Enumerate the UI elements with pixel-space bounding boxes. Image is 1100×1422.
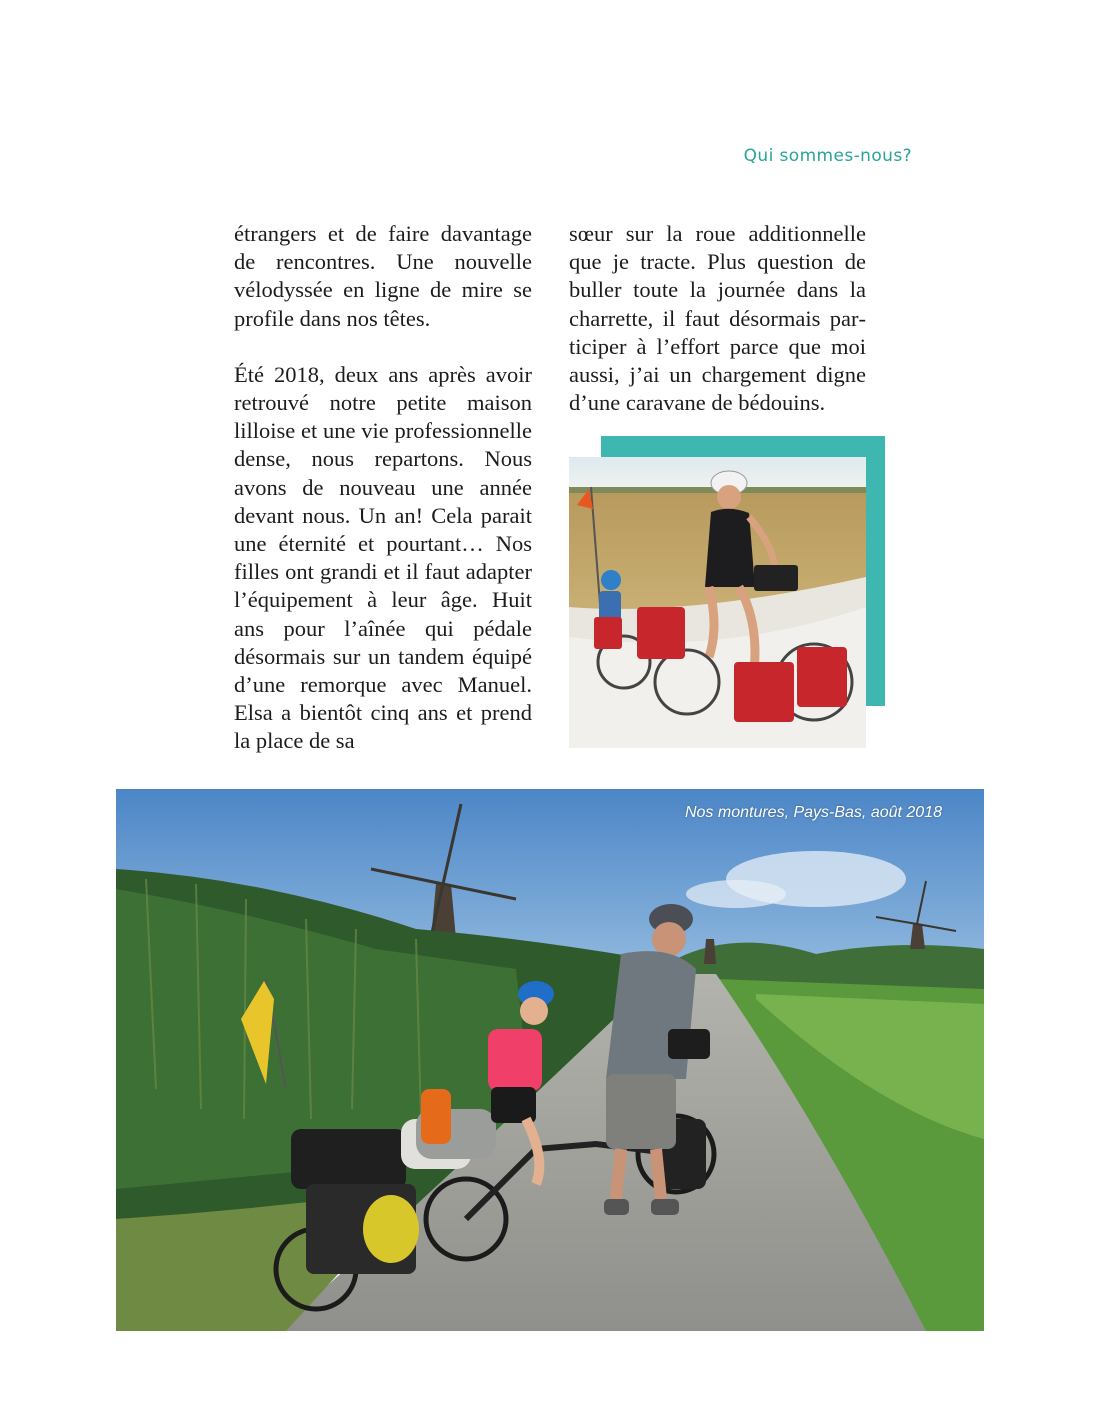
text-column-right bbox=[569, 220, 866, 417]
photo-image bbox=[569, 457, 866, 748]
photo-cycling-mother-child bbox=[569, 436, 885, 748]
running-title: Qui sommes-nous? bbox=[743, 146, 912, 166]
photo-windmills-bikes bbox=[116, 789, 984, 1331]
photo-caption: Nos montures, Pays-Bas, août 2018 bbox=[684, 804, 942, 821]
text-column-left bbox=[234, 220, 532, 756]
paragraph: sœur sur la roue additionnelle que je tracte. Plus question de buller toute la journée dans la charrette, il faut désormais participer à l’effort parce que moi aussi, j’ai un chargement digne d’une caravane de bédouins. bbox=[569, 221, 866, 416]
paragraph: Été 2018, deux ans après avoir retrouvé notre petite maison lilloise et une vie professionnelle dense, nous repartons. Nous avons de nouveau une année devant nous. Un an! Cela parait une éternité et pourtant… Nos filles ont grandi et il faut adapter l’équipement à leur âge. Huit ans pour l’aînée qui pédale désormais sur un tandem équipé d’une remorque avec Manuel. Elsa a bientôt cinq ans et prend la place de sa bbox=[234, 361, 532, 754]
paragraph: étrangers et de faire davantage de rencontres. Une nouvelle vélodyssée en ligne de mire se profile dans nos têtes. bbox=[234, 221, 532, 331]
